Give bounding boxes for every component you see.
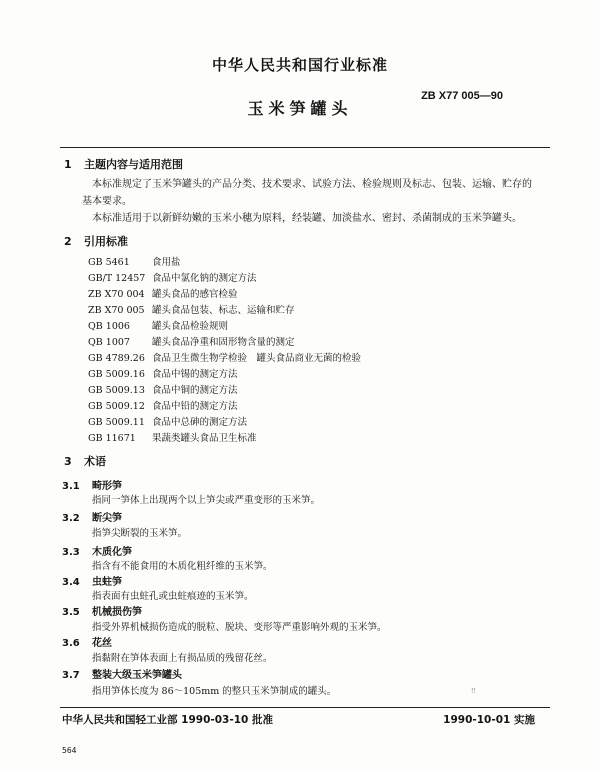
term-heading — [62, 543, 132, 558]
section-3-heading — [64, 453, 106, 469]
term-heading — [62, 477, 122, 492]
section-1-paragraph-1: 本标准规定了玉米笋罐头的产品分类、技术要求、试验方法、检验规则及标志、包装、运输、贮存的基本要求。 — [82, 179, 532, 207]
standard-title: 中华人民共和国行业标准 — [211, 56, 388, 74]
term-number: 3.4 — [62, 577, 80, 588]
term-heading — [62, 509, 122, 524]
reference-title: 食品中总砷的测定方法 — [152, 417, 248, 428]
reference-item — [88, 400, 238, 413]
stray-mark: !! — [471, 688, 476, 695]
reference-title: 罐头食品包装、标志、运输和贮存 — [152, 305, 295, 316]
reference-code: GB/T 12457 — [88, 273, 146, 284]
reference-title: 罐头食品净重和固形物含量的测定 — [152, 337, 295, 348]
term-number: 3.1 — [62, 481, 80, 492]
term-definition: 指受外界机械损伤造成的脱粒、脱块、变形等严重影响外观的玉米笋。 — [92, 622, 387, 633]
term-definition: 指表面有虫蛀孔或虫蛀痕迹的玉米笋。 — [92, 591, 254, 602]
term-heading — [62, 634, 112, 649]
reference-code: GB 5461 — [88, 257, 130, 268]
approval-line: 中华人民共和国轻工业部 1990-03-10 批准 — [62, 714, 273, 726]
term-heading — [62, 573, 122, 588]
section-1-heading — [64, 156, 183, 172]
reference-item — [88, 272, 257, 285]
header-rule — [60, 147, 550, 148]
term-definition: 指笋尖断裂的玉米笋。 — [92, 528, 188, 539]
term-name: 整装大级玉米笋罐头 — [92, 670, 182, 681]
effective-date: 1990-10-01 实施 — [443, 714, 535, 726]
term-number: 3.6 — [62, 638, 80, 649]
section-3-title: 术语 — [84, 455, 106, 468]
reference-title: 食品中氯化钠的测定方法 — [152, 273, 257, 284]
reference-title: 食品中锡的测定方法 — [152, 369, 238, 380]
section-2-heading — [64, 233, 128, 249]
term-number: 3.3 — [62, 547, 80, 558]
section-2-title: 引用标准 — [84, 235, 128, 248]
reference-item — [88, 432, 257, 445]
reference-code: GB 5009.13 — [88, 385, 145, 396]
term-definition: 指黏附在笋体表面上有损品质的残留花丝。 — [92, 653, 273, 664]
reference-title: 罐头食品的感官检验 — [152, 289, 238, 300]
reference-code: QB 1006 — [88, 321, 130, 332]
reference-item — [88, 352, 361, 365]
term-number: 3.2 — [62, 513, 80, 524]
reference-title: 食品中铅的测定方法 — [152, 401, 238, 412]
term-name: 虫蛀笋 — [92, 577, 122, 588]
reference-title: 果蔬类罐头食品卫生标准 — [152, 433, 257, 444]
section-1-title: 主题内容与适用范围 — [84, 158, 183, 171]
page-number: 564 — [62, 746, 77, 755]
reference-code: ZB X70 005 — [88, 305, 145, 316]
reference-code: GB 11671 — [88, 433, 136, 444]
reference-title: 食品中铜的测定方法 — [152, 385, 238, 396]
term-number: 3.7 — [62, 670, 80, 681]
reference-item — [88, 304, 295, 317]
term-definition: 指含有不能食用的木质化粗纤维的玉米笋。 — [92, 561, 273, 572]
reference-item — [88, 384, 238, 397]
reference-code: QB 1007 — [88, 337, 130, 348]
section-2-number: 2 — [64, 235, 72, 248]
section-3-number: 3 — [64, 455, 72, 468]
section-1-paragraph-2: 本标准适用于以新鲜幼嫩的玉米小穗为原料，经装罐、加淡盐水、密封、杀菌制成的玉米笋罐头。 — [92, 213, 522, 224]
reference-title: 罐头食品检验规则 — [152, 321, 229, 332]
term-heading — [62, 666, 182, 681]
term-name: 断尖笋 — [92, 513, 122, 524]
term-definition: 指同一笋体上出现两个以上笋尖或严重变形的玉米笋。 — [92, 495, 321, 506]
document-title: 玉米笋罐头 — [247, 99, 353, 118]
term-number: 3.5 — [62, 607, 80, 618]
term-heading — [62, 603, 142, 618]
term-name: 花丝 — [92, 638, 112, 649]
reference-item — [88, 256, 181, 269]
term-name: 木质化笋 — [92, 547, 132, 558]
reference-item — [88, 416, 247, 429]
term-name: 畸形笋 — [92, 481, 122, 492]
section-1-number: 1 — [64, 158, 72, 171]
reference-code: GB 4789.26 — [88, 353, 145, 364]
term-name: 机械损伤笋 — [92, 607, 142, 618]
reference-item — [88, 368, 238, 381]
reference-code: GB 5009.11 — [88, 417, 145, 428]
reference-code: ZB X70 004 — [88, 289, 145, 300]
reference-item — [88, 336, 295, 349]
reference-item — [88, 320, 228, 333]
footer-rule — [60, 707, 550, 708]
reference-title: 食品卫生微生物学检验 罐头食品商业无菌的检验 — [152, 353, 362, 364]
term-definition: 指用笋体长度为 86～105mm 的整只玉米笋制成的罐头。 — [92, 686, 337, 697]
reference-title: 食用盐 — [152, 257, 181, 268]
reference-code: GB 5009.16 — [88, 369, 145, 380]
standard-code: ZB X77 005—90 — [421, 90, 503, 102]
reference-code: GB 5009.12 — [88, 401, 145, 412]
reference-item — [88, 288, 238, 301]
